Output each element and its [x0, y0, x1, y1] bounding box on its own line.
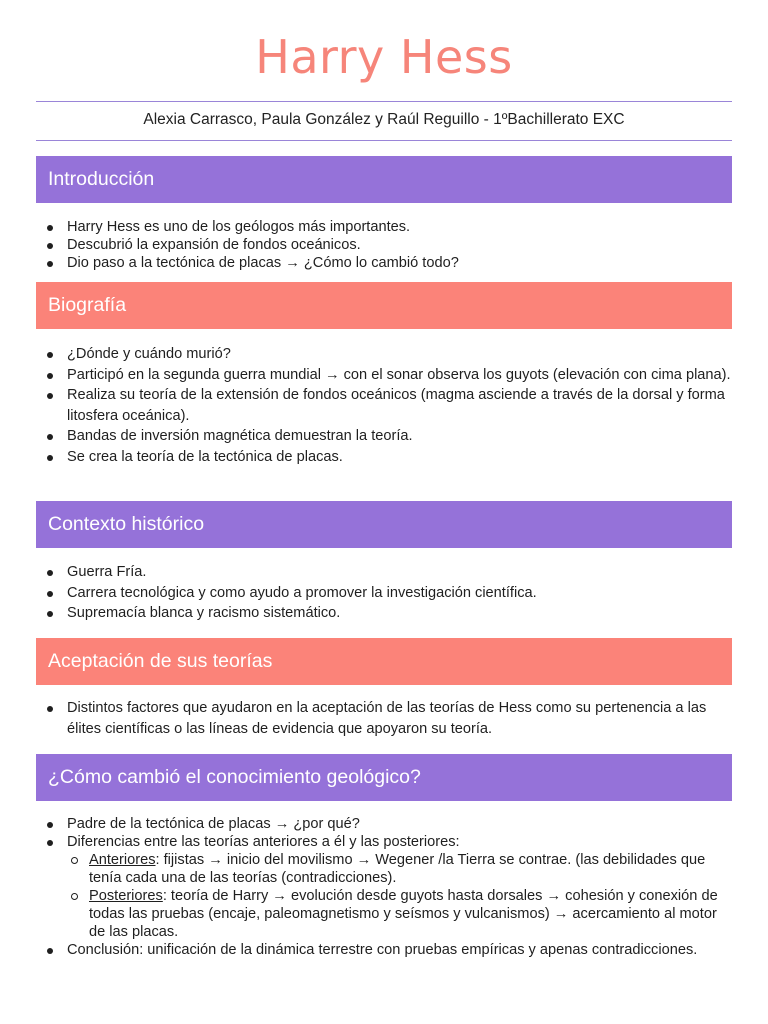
- list-item-text: Diferencias entre las teorías anteriores a él y las posteriores:: [67, 834, 460, 850]
- contexto-list: [36, 562, 732, 624]
- section-header-contexto-historico: Contexto histórico: [36, 501, 732, 548]
- authors-line: Alexia Carrasco, Paula González y Raúl Reguillo - 1ºBachillerato EXC: [143, 111, 625, 128]
- list-item: Distintos factores que ayudaron en la aceptación de las teorías de Hess como su pertenencia a las élites científicas o las líneas de evidencia que apoyaron su teoría.: [36, 698, 732, 739]
- list-item: Carrera tecnológica y como ayudo a promover la investigación científica.: [36, 583, 732, 604]
- section-header-aceptacion: Aceptación de sus teorías: [36, 638, 732, 685]
- sub-item-text: : teoría de Harry → evolución desde guyots hasta dorsales → cohesión y conexión de todas las pruebas (encaje, paleomagnetismo y seísmos y vulcanismos) → acercamiento al motor de las placas.: [89, 888, 718, 940]
- list-item: Harry Hess es uno de los geólogos más importantes.: [36, 218, 732, 236]
- sub-list-item: [67, 851, 732, 887]
- list-item: Supremacía blanca y racismo sistemático.: [36, 603, 732, 624]
- term-posteriores: Posteriores: [89, 888, 163, 904]
- section-header-biografia: Biografía: [36, 282, 732, 329]
- list-item: Padre de la tectónica de placas → ¿por qué?: [36, 815, 732, 833]
- sub-list-item: [67, 887, 732, 941]
- aceptacion-list: [36, 698, 732, 739]
- list-item: Participó en la segunda guerra mundial → con el sonar observa los guyots (elevación con cima plana).: [36, 365, 732, 386]
- sub-item-text: : fijistas → inicio del movilismo → Wegener /la Tierra se contrae. (las debilidades que tenía cada una de las teorías (contradicciones).: [89, 852, 706, 886]
- list-item: Descubrió la expansión de fondos oceánicos.: [36, 236, 732, 254]
- list-item: Conclusión: unificación de la dinámica terrestre con pruebas empíricas y apenas contradicciones.: [36, 941, 732, 959]
- term-anteriores: Anteriores: [89, 852, 156, 868]
- section-header-conocimiento-geologico: ¿Cómo cambió el conocimiento geológico?: [36, 754, 732, 801]
- list-item: Guerra Fría.: [36, 562, 732, 583]
- conocimiento-list: [36, 815, 732, 959]
- sub-list: [67, 851, 732, 941]
- list-item: Se crea la teoría de la tectónica de placas.: [36, 447, 732, 468]
- section-header-introduccion: Introducción: [36, 156, 732, 203]
- list-item: [36, 833, 732, 941]
- introduccion-list: [36, 218, 732, 272]
- list-item: Bandas de inversión magnética demuestran la teoría.: [36, 426, 732, 447]
- top-divider: [36, 101, 732, 102]
- authors-divider: [36, 140, 732, 141]
- list-item: Dio paso a la tectónica de placas → ¿Cómo lo cambió todo?: [36, 254, 732, 272]
- list-item: Realiza su teoría de la extensión de fondos oceánicos (magma asciende a través de la dorsal y forma litosfera oceánica).: [36, 385, 732, 426]
- list-item: ¿Dónde y cuándo murió?: [36, 344, 732, 365]
- biografia-list: [36, 344, 732, 467]
- document-title: Harry Hess: [255, 30, 513, 84]
